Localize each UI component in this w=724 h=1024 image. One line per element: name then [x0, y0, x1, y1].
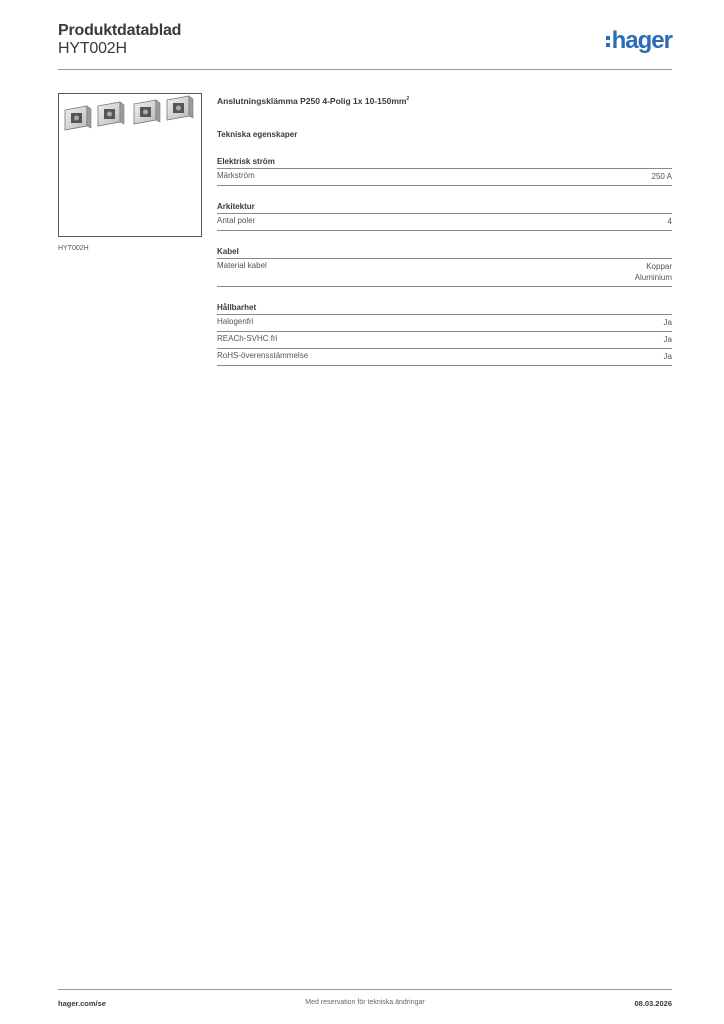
property-label: RoHS-överensstämmelse: [217, 351, 309, 360]
property-row: [217, 315, 672, 332]
property-value-line: Ja: [663, 335, 672, 344]
product-image: [58, 93, 202, 237]
product-code: HYT002H: [58, 40, 127, 57]
section-title: Hållbarhet: [217, 303, 672, 315]
property-value: [652, 171, 672, 182]
clamp-1: [65, 106, 91, 130]
property-section: [217, 303, 672, 366]
section-title: Arkitektur: [217, 202, 672, 214]
property-value-line: 4: [667, 217, 672, 226]
product-details: [217, 96, 672, 366]
property-value: [664, 317, 672, 328]
image-caption: HYT002H: [58, 245, 89, 252]
property-section: [217, 247, 672, 287]
section-title: Elektrisk ström: [217, 157, 672, 169]
terminal-clamps-image: [59, 94, 201, 236]
footer-note: Med reservation för tekniska ändringar: [305, 999, 425, 1006]
logo-mark-icon: [606, 36, 610, 47]
property-value-line: Ja: [663, 318, 672, 327]
property-label: Halogenfri: [217, 317, 254, 326]
section-title: Kabel: [217, 247, 672, 259]
document-title: Produktdatablad: [58, 22, 182, 39]
property-value-line: 250 A: [651, 172, 672, 181]
property-value-line: Koppar: [646, 262, 672, 271]
property-row: [217, 349, 672, 366]
property-label: REACh-SVHC fri: [217, 334, 278, 343]
page-footer: [58, 989, 672, 1010]
property-row: [217, 259, 672, 287]
clamp-2: [98, 102, 124, 126]
clamp-4: [167, 96, 193, 120]
property-value: [664, 351, 672, 362]
property-row: [217, 214, 672, 231]
tech-properties-heading: Tekniska egenskaper: [217, 130, 298, 139]
property-value: [635, 261, 672, 283]
product-name: Anslutningsklämma P250 4-Polig 1x $10-150mm^2$: [217, 96, 410, 106]
property-section: [217, 202, 672, 231]
property-value: [668, 216, 672, 227]
hager-logo: [606, 28, 672, 54]
clamp-3: [134, 100, 160, 124]
logo-text: hager: [611, 27, 672, 54]
property-label: Märkström: [217, 171, 255, 180]
property-value: [664, 334, 672, 345]
property-value-line: Aluminium: [634, 273, 672, 282]
properties-sections: [217, 157, 672, 366]
footer-website: hager.com/se: [58, 999, 106, 1008]
property-row: [217, 169, 672, 186]
property-label: Material kabel: [217, 261, 267, 270]
property-section: [217, 157, 672, 186]
footer-date: 08.03.2026: [634, 999, 672, 1008]
property-value-line: Ja: [663, 352, 672, 361]
property-label: Antal poler: [217, 216, 256, 225]
property-row: [217, 332, 672, 349]
page-header: [58, 22, 672, 70]
